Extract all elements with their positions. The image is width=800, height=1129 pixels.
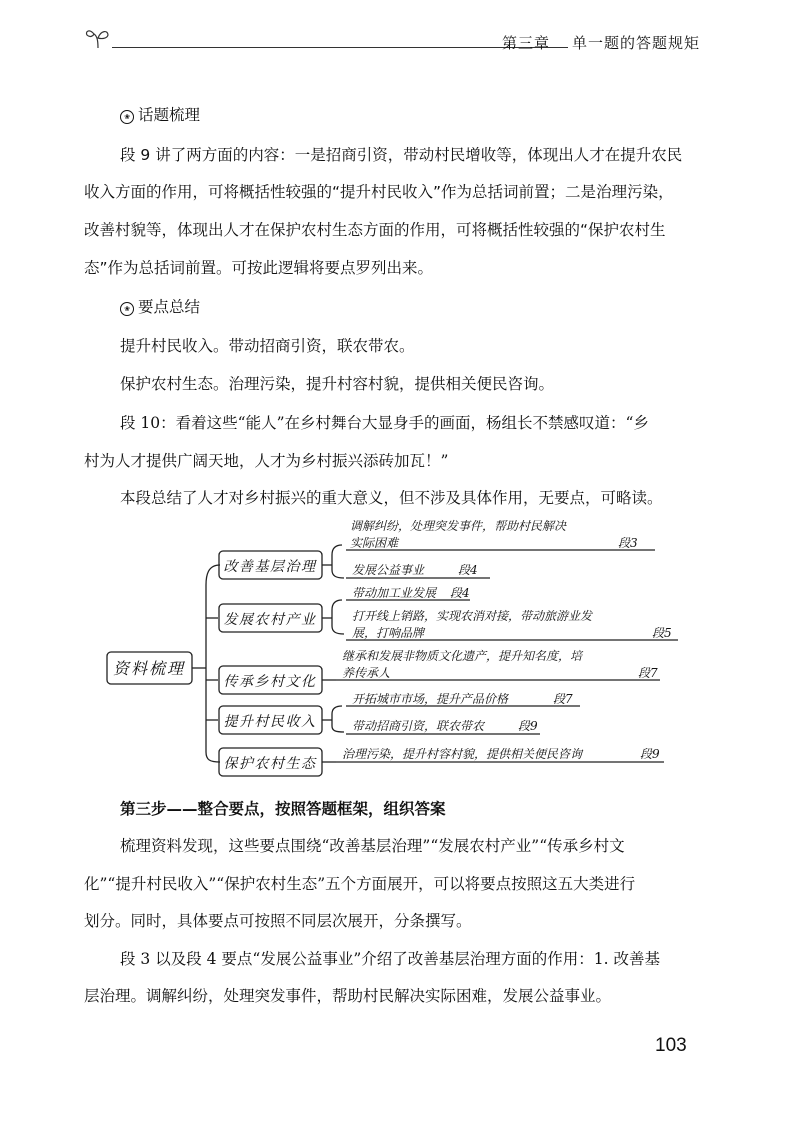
chapter-label: 第三章	[501, 34, 550, 52]
leaf-seg: 段7	[638, 666, 658, 680]
topic-line-4: 态”作为总括词前置。可按此逻辑将要点罗列出来。	[84, 259, 434, 277]
bullet-icon: ❀	[120, 110, 134, 124]
leaf-text: 调解纠纷，处理突发事件，帮助村民解决	[350, 519, 567, 533]
summary-heading: ❀ 要点总结	[120, 295, 704, 317]
leaf-text: 实际困难	[350, 536, 399, 550]
topic-line-2: 收入方面的作用，可将概括性较强的“提升村民收入”作为总括词前置；二是治理污染，	[84, 183, 674, 201]
branch-label-3: 传承乡村文化	[223, 674, 317, 690]
topic-heading: ❀ 话题梳理	[120, 103, 704, 125]
branch-label-1: 改善基层治理	[223, 559, 317, 575]
leaf-text: 带动招商引资，联农带农	[352, 719, 485, 733]
step3-line-1: 梳理资料发现，这些要点围绕“改善基层治理”“发展农村产业”“传承乡村文	[120, 837, 625, 855]
para10-line-1: 段 10：看着这些“能人”在乡村舞台大显身手的画面，杨组长不禁感叹道：“乡	[120, 414, 649, 432]
leaf-seg: 段9	[640, 747, 660, 761]
para3-line-1: 段 3 以及段 4 要点“发展公益事业”介绍了改善基层治理方面的作用：1. 改善基	[120, 950, 660, 968]
topic-line-1: 段 9 讲了两方面的内容：一是招商引资，带动村民增收等，体现出人才在提升农民	[120, 146, 683, 164]
leaf-text: 养传承人	[342, 666, 391, 680]
chapter-title: 单一题的答题规矩	[571, 34, 700, 52]
leaf-text: 继承和发展非物质文化遗产，提升知名度，培	[342, 649, 583, 663]
leaf-seg: 段9	[518, 719, 538, 733]
leaf-text: 打开线上销路，实现农消对接，带动旅游业发	[352, 609, 593, 623]
leaf-seg: 段7	[553, 692, 573, 706]
leaf-text: 带动加工业发展	[352, 586, 437, 600]
page-number: 103	[655, 1035, 687, 1056]
branch-label-5: 保护农村生态	[223, 756, 317, 772]
leaf-seg: 段3	[618, 536, 638, 550]
para10-line-2: 村为人才提供广阔天地，人才为乡村振兴添砖加瓦！”	[84, 452, 449, 470]
step3-heading: 第三步——整合要点，按照答题框架，组织答案	[120, 800, 446, 818]
bullet-icon: ❀	[120, 302, 134, 316]
para3-line-2: 层治理。调解纠纷，处理突发事件，帮助村民解决实际困难，发展公益事业。	[84, 987, 612, 1005]
step3-line-2: 化”“提升村民收入”“保护农村生态”五个方面展开，可以将要点按照这五大类进行	[84, 875, 636, 893]
root-label: 资料梳理	[112, 659, 186, 678]
leaf-text: 开拓城市市场，提升产品价格	[352, 692, 509, 706]
topic-line-3: 改善村貌等，体现出人才在保护农村生态方面的作用，可将概括性较强的“保护农村生	[84, 221, 666, 239]
branch-label-4: 提升村民收入	[223, 714, 317, 730]
trunk	[206, 565, 220, 762]
leaf-seg: 段4	[458, 563, 478, 577]
leaf-text: 治理污染，提升村容村貌，提供相关便民咨询	[342, 747, 583, 761]
leaf-text: 展，打响品牌	[352, 626, 425, 640]
summary-item-2: 保护农村生态。治理污染，提升村容村貌，提供相关便民咨询。	[120, 375, 555, 393]
branch-label-2: 发展农村产业	[223, 612, 317, 628]
leaf-text: 发展公益事业	[352, 563, 425, 577]
leaf-seg: 段5	[652, 626, 672, 640]
para10-comment: 本段总结了人才对乡村振兴的重大意义，但不涉及具体作用，无要点，可略读。	[120, 489, 663, 507]
summary-item-1: 提升村民收入。带动招商引资，联农带农。	[120, 337, 415, 355]
leaf-seg: 段4	[450, 586, 470, 600]
step3-line-3: 划分。同时，具体要点可按照不同层次展开，分条撰写。	[84, 912, 472, 930]
